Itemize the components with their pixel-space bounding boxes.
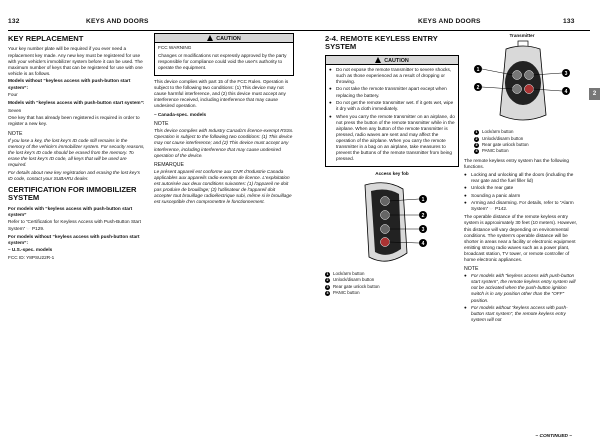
certification-title: CERTIFICATION FOR IMMOBILIZER SYSTEM [8,184,137,203]
note-label: NOTE [464,266,479,273]
caution-label: CAUTION [384,57,409,64]
legend-number: 3 [475,143,478,147]
note-text: This device complies with Industry Canada's licence-exempt RSSs. Operation is subject to the following two conditions: (1) This device may not cause interference; and (2) This device must accept any interference, including interference that may cause undesired operation of the device. [154,128,294,158]
svg-text:1: 1 [476,67,480,74]
paragraph: Your key number plate will be required if you ever need a replacement key made. Any new key must be registered for use with your vehicle's immobilizer system before it can be used. The maximum number of keys that can be registered for use with one vehicle is as follows. [8,46,143,76]
caution-header [326,56,458,65]
paragraph: Seven [8,107,22,113]
warning-triangle-icon [207,35,213,41]
legend-label: Unlock/disarm button [333,277,375,283]
legend-label: Lock/arm button [482,129,514,135]
caution-body [326,65,458,166]
notes-list [464,273,580,323]
access-key-fob-illustration [325,177,459,269]
list-item: ● Do not get the remote transmitter wet. If it gets wet, wipe it dry with a cloth immediately. [329,100,455,112]
legend-number: 1 [475,130,478,135]
section-title: 2-4. REMOTE KEYLESS ENTRY SYSTEM [325,34,438,52]
legend-number: 1 [326,271,329,276]
list-item: ● Sounding a panic alarm [464,193,580,199]
list-item: ● When you carry the remote transmitter on an airplane, do not press the button of the remote transmitter while in the airplane. When any button of the remote transmitter is pressed, radio waves are sent and may affect the operation of the airplane. When you carry the remote transmitter in a bag on an airplane, take measures to prevent the buttons of the remote transmitter from being pressed. [329,114,455,163]
legend-item [325,290,459,296]
legend-number: 4 [475,149,478,154]
page-number: 132 [8,18,20,25]
access-key-fob-legend [325,271,459,297]
header-title: KEYS AND DOORS [418,18,481,25]
caution-box [325,55,459,167]
caution-label: CAUTION [216,36,241,42]
legend-label: Rear gate unlock button [333,283,380,289]
subheading: Models with “keyless access with push-button start system”: [8,99,145,105]
canada-heading: – Canada-spec. models [154,112,207,118]
caution-list [329,67,455,163]
legend-number: 2 [475,136,478,141]
note-label: NOTE [154,121,169,128]
key-replacement-title: KEY REPLACEMENT [8,34,84,43]
left-column [325,33,459,297]
header-rule [300,30,590,31]
page-number: 133 [563,18,575,25]
caution-body [155,43,293,75]
note-label: NOTE [8,130,23,137]
subheading: For models with “keyless access with push-button start system” [8,205,133,217]
svg-text:3: 3 [564,71,568,78]
legend-item [474,148,580,154]
paragraph: Refer to “Certification for Keyless Access with Push-Button Start System” ☞ P129. [8,219,141,231]
subheading: For models without “keyless access with push-button start system”: [8,233,140,245]
paragraph: Four [8,92,18,98]
remarque-text: Le présent appareil est conforme aux CNR d'Industrie Canada applicables aux appareils radio exempts de licence. L'exploitation est autorisée aux deux conditions suivantes: (1) l'appareil ne doit pas produire de brouillage; (2) l'utilisateur de l'appareil doit accepter tout brouillage radioélectrique subi, même si le brouillage est susceptible d'en compromettre le fonctionnement. [154,168,292,205]
remarque-label: REMARQUE [154,161,184,168]
paragraph: One key that has already been registered is required in order to register a new key. [8,115,140,127]
fcc-warning: FCC WARNING [158,45,192,50]
caution-text: Changes or modifications not expressly approved by the party responsible for compliance could void the user's authority to operate the equipment. [158,52,287,70]
list-item: ● For models without “keyless access with push-button start system”, the remote keyless entry system will not [464,305,580,323]
note-text: For details about new key registration and erasing the lost key's ID code, contact your SUBARU dealer. [8,169,140,181]
list-item: ● Arming and disarming. For details, refer to “Alarm System” ☞ P142. [464,200,580,212]
paragraph: The remote keyless entry system has the following functions. [464,157,569,169]
list-item: ● Locking and unlocking all the doors (including the rear gate and the fuel filler lid) [464,172,580,184]
caution-header [155,34,293,43]
svg-text:4: 4 [421,240,425,247]
svg-text:4: 4 [564,89,568,96]
transmitter-caption: Transmitter [509,33,535,38]
transmitter-illustration [464,39,580,127]
note-text: If you lose a key, the lost key's ID code still remains in the memory of the vehicle's immobilizer system. For security reasons, the lost key's ID code should be erased from the memory. To erase the lost key's ID code, all keys that will be used are required. [8,137,145,167]
section-tab[interactable]: 2 [589,88,600,100]
legend-label: PANIC button [482,148,509,154]
legend-label: PANIC button [333,290,360,296]
header-title: KEYS AND DOORS [86,18,149,25]
paragraph: This device complies with part 15 of the FCC Rules. Operation is subject to the following two conditions: (1) This device may not cause harmful interference, and (2) this device must accept any interference received, including interference that may cause undesired operation. [154,78,289,108]
legend-label: Rear gate unlock button [482,142,529,147]
transmitter-legend [464,129,580,155]
right-column [464,33,580,325]
continued-label: – CONTINUED – [535,434,572,439]
warning-triangle-icon [375,57,381,63]
right-column [154,33,294,207]
left-column [8,33,145,263]
right-page [300,0,600,447]
header-rule [8,30,300,31]
access-key-fob-caption: Access key fob [375,170,409,176]
fcc-id: FCC ID: Y8PSU22R-1 [8,255,55,261]
paragraph: The operable distance of the remote keyless entry system is approximately 30 feet (10 meters). However, this distance will vary depending on environmental conditions. The system's operable distance will be shorter in areas near a facility or electronic equipment emitting strong radio waves such as a power plant, broadcast station, TV tower, or remote controller of home electronic appliances. [464,214,578,262]
svg-text:2: 2 [421,212,425,219]
legend-label: Unlock/disarm button [482,135,524,141]
list-item: ● Do not take the remote transmitter apart except when replacing the battery. [329,86,455,98]
svg-text:3: 3 [421,226,425,233]
caution-box [154,33,294,76]
functions-list [464,172,580,213]
list-item: ● For models with “keyless access with push-button start system”, the remote keyless entry system will not be activated when the push-button ignition switch is in any position other than the “OFF” position. [464,273,580,303]
us-models-heading: – U.S.-spec. models [8,247,53,253]
svg-text:1: 1 [421,196,425,203]
list-item: ● Do not expose the remote transmitter to severe shocks, such as those experienced as a result of dropping or throwing. [329,67,455,85]
svg-text:2: 2 [476,85,480,92]
legend-number: 3 [326,284,329,289]
legend-label: Lock/arm button [333,270,365,276]
legend-number: 2 [326,278,329,283]
legend-number: 4 [326,291,329,296]
subheading: Models without “keyless access with push-button start system”: [8,78,131,90]
list-item: ● Unlock the rear gate [464,185,580,191]
